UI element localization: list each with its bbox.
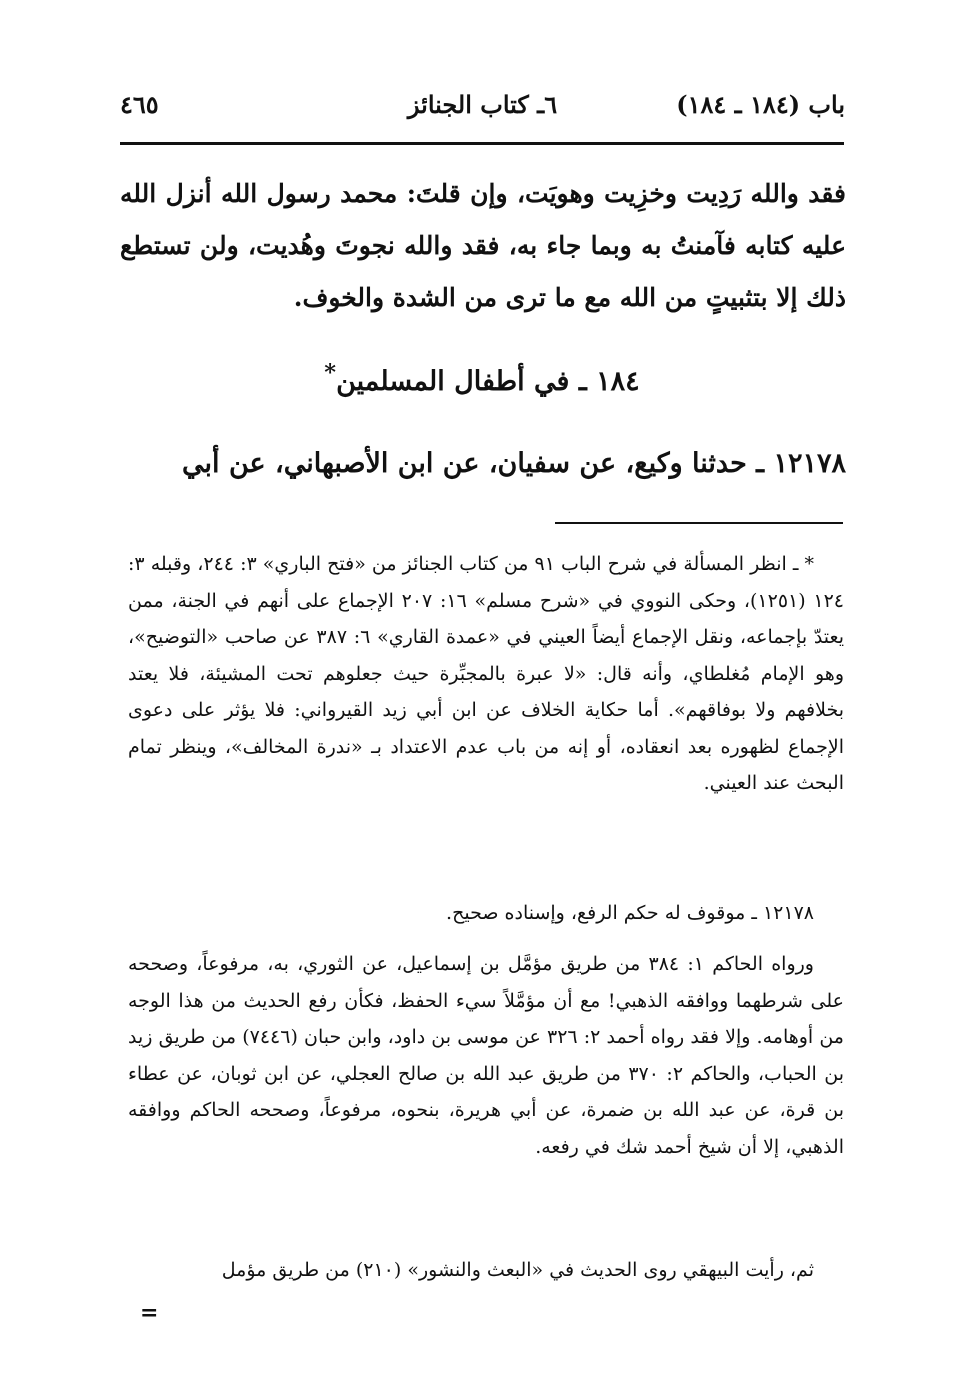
footnote-separator — [555, 522, 843, 524]
hadith-opening-line: ١٢١٧٨ ـ حدثنا وكيع، عن سفيان، عن ابن الأصبهاني، عن أبي — [182, 448, 846, 479]
footnote-takhrij: ورواه الحاكم ١: ٣٨٤ من طريق مؤمَّل بن إسماعيل، عن الثوري، به، مرفوعاً، وصححه على شرطهما ووافقه الذهبي! مع أن مؤمَّلاً سيء الحفظ، فكأن رفع الحديث من هذا الوجه من أوهامه. وإلا فقد رواه أحمد ٢: ٣٢٦ عن موسى بن داود، وابن حبان (٧٤٤٦) من طريق زيد بن الحباب، والحاكم ٢: ٣٧٠ من طريق عبد الله بن صالح العجلي، عن ابن ثوبان، عن عطاء بن قرة، عن عبد الله بن ضمرة، عن أبي هريرة، بنحوه، مرفوعاً، وصححه الحاكم ووافقه الذهبي، إلا أن شيخ أحمد شك في رفعه. — [128, 953, 844, 1158]
continuation-mark: = — [140, 1300, 159, 1326]
running-header — [120, 84, 845, 134]
footnote-marker: * — [324, 360, 337, 386]
main-text-paragraph: فقد والله رَدِيت وخزِيت وهويَت، وإن قلتَ: محمد رسول الله أنزل الله عليه كتابه فآمنتُ به وبما جاء به، فقد والله نجوتَ وهُديت، ولن تستطع ذلك إلا بتثبيتٍ من الله مع ما ترى من الشدة والخوف. — [120, 179, 846, 312]
footnote-star-note: * ـ انظر المسألة في شرح الباب ٩١ من كتاب الجنائز من «فتح الباري» ٣: ٢٤٤، وقبله ٣: ١٢٤ (١٢٥١)، وحكى النووي في «شرح مسلم» ١٦: ٢٠٧ الإجماع على أنهم في الجنة، ممن يعتدّ بإجماعه، ونقل الإجماع أيضاً العيني في «عمدة القاري» ٦: ٣٨٧ عن صاحب «التوضيح»، وهو الإمام مُغلطاي، وأنه قال: «لا عبرة بالمجبِّرة حيث جعلوهم تحت المشيئة، فلا يعتد بخلافهم ولا بوفاقهم». أما حكاية الخلاف عن ابن أبي زيد القيرواني: فلا يؤثر على دعوى الإجماع لظهوره بعد انعقاده، أو إنه من باب عدم الاعتداد بـ «ندرة المخالف»، وينظر تمام البحث عند العيني. — [128, 553, 845, 794]
book-title: ٦ـ كتاب الجنائز — [407, 90, 558, 119]
section-title-text: ١٨٤ ـ في أطفال المسلمين — [336, 366, 640, 397]
footnote-grading: ١٢١٧٨ ـ موقوف له حكم الرفع، وإسناده صحيح. — [446, 902, 814, 924]
header-rule — [120, 142, 844, 145]
footnote-bayhaqi: ثم، رأيت البيهقي روى الحديث في «البعث والنشور» (٢١٠) من طريق مؤمل — [221, 1259, 814, 1281]
section-heading — [120, 360, 844, 397]
chapter-range: باب (١٨٤ ـ ١٨٤) — [676, 90, 845, 119]
page-number: ٤٦٥ — [120, 90, 159, 119]
